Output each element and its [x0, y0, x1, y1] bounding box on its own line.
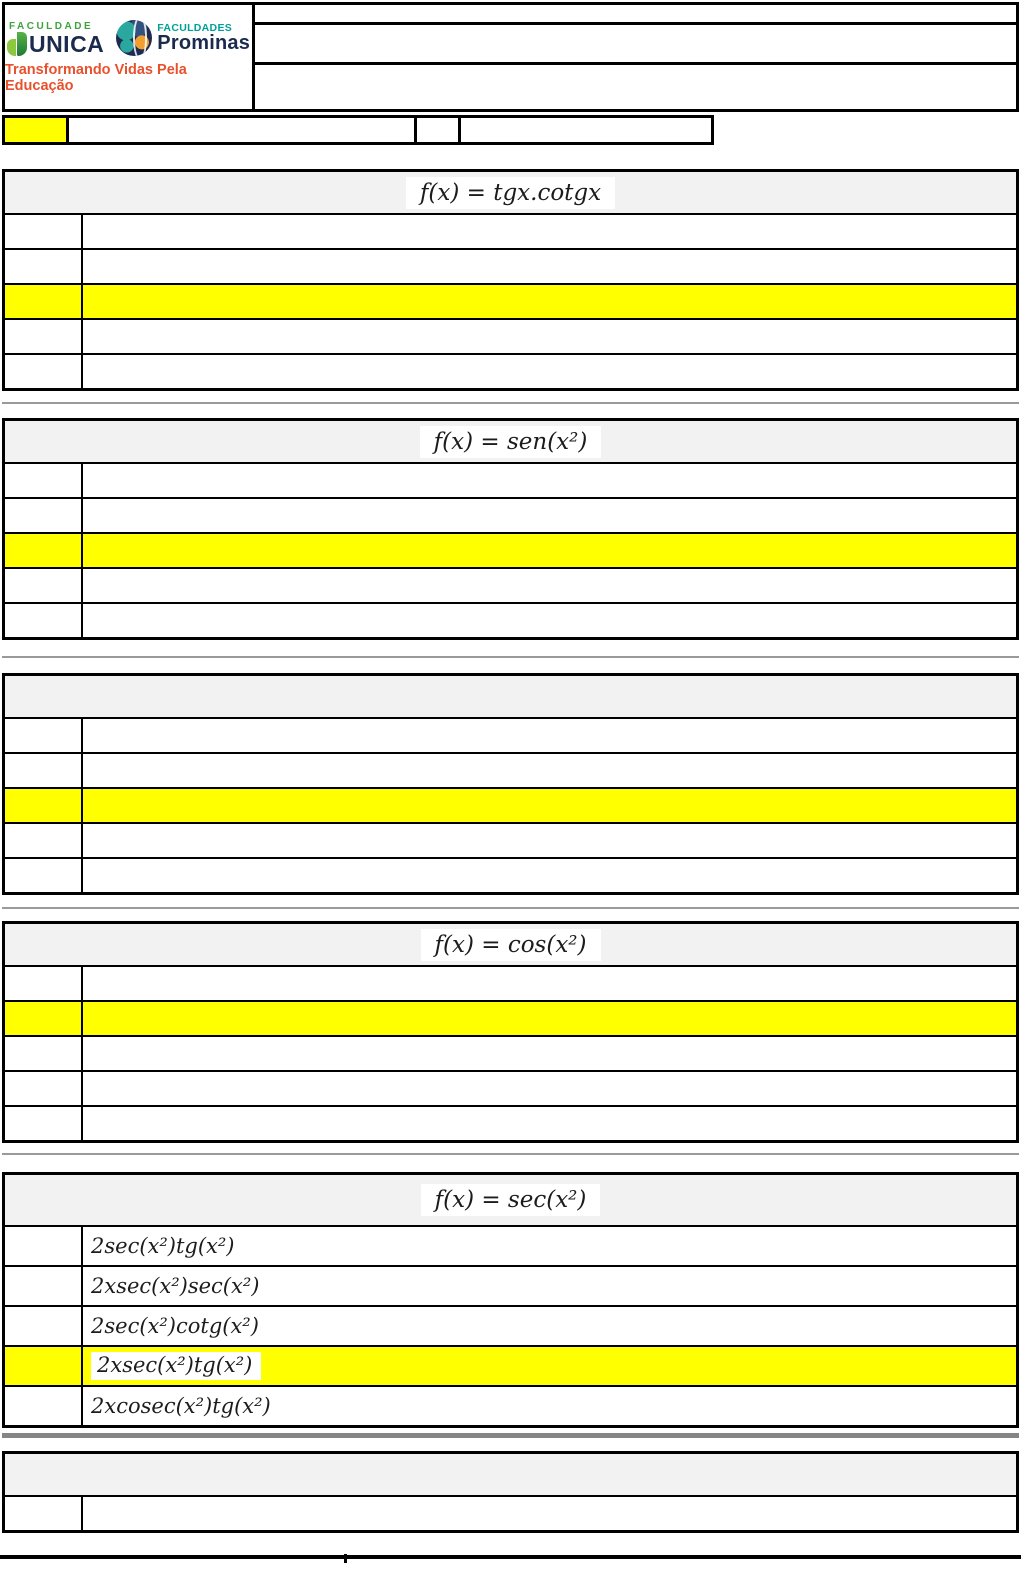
question-formula-header	[5, 1454, 1016, 1497]
question-table-4	[2, 921, 1019, 1143]
option-letter-cell	[5, 464, 83, 497]
option-letter-cell	[5, 604, 83, 637]
question-table-1	[2, 169, 1019, 391]
answer-option-row	[5, 789, 1016, 824]
answer-option-row	[5, 534, 1016, 569]
formula-image: f(x) = sen(x²)	[420, 426, 602, 458]
option-answer-cell	[83, 967, 1016, 1000]
option-answer-cell	[83, 285, 1016, 318]
option-letter-cell	[5, 1267, 83, 1305]
answer-option-row	[5, 1227, 1016, 1267]
answer-option-row	[5, 719, 1016, 754]
prominas-label: Prominas	[157, 32, 251, 55]
subheader-cell	[461, 118, 711, 142]
answer-option-row	[5, 1267, 1016, 1307]
answer-option-row	[5, 1072, 1016, 1107]
faculdades-label: FACULDADES	[157, 21, 233, 34]
question-formula-header	[5, 421, 1016, 464]
option-answer-cell	[83, 320, 1016, 353]
answer-option-row	[5, 1037, 1016, 1072]
option-answer-cell	[83, 215, 1016, 248]
answer-option-row	[5, 215, 1016, 250]
answer-option-row	[5, 859, 1016, 892]
formula-image: f(x) = cos(x²)	[421, 929, 601, 961]
logo-tagline: Transformando Vidas Pela Educação	[5, 62, 187, 94]
option-letter-cell	[5, 789, 83, 822]
header-info-row	[255, 65, 1016, 109]
section-divider	[2, 907, 1019, 909]
option-answer-cell	[83, 1107, 1016, 1140]
question-formula-header	[5, 1175, 1016, 1227]
answer-option-row	[5, 1307, 1016, 1347]
logo-brands	[7, 20, 250, 56]
answer-option-row	[5, 604, 1016, 637]
answer-option-row	[5, 1347, 1016, 1387]
leaf-icon	[7, 32, 27, 56]
option-answer-cell	[83, 569, 1016, 602]
option-letter-cell	[5, 1037, 83, 1070]
header-info-row	[255, 5, 1016, 25]
option-formula: 2sec(x²)tg(x²)	[91, 1234, 235, 1258]
option-letter-cell	[5, 355, 83, 388]
question-formula-header	[5, 172, 1016, 215]
header-info-row	[255, 25, 1016, 65]
subheader-strip	[2, 115, 714, 145]
brand-faculdade-unica	[7, 21, 104, 56]
option-answer-cell	[83, 824, 1016, 857]
option-letter-cell	[5, 1227, 83, 1265]
header-info-table	[255, 2, 1019, 112]
option-answer-cell	[83, 719, 1016, 752]
option-letter-cell	[5, 719, 83, 752]
option-answer-cell	[83, 604, 1016, 637]
option-letter-cell	[5, 1497, 83, 1530]
option-letter-cell	[5, 1002, 83, 1035]
formula-image: f(x) = sec(x²)	[421, 1184, 601, 1216]
option-letter-cell	[5, 967, 83, 1000]
subheader-cell	[69, 118, 417, 142]
option-formula: 2xsec(x²)tg(x²)	[91, 1352, 261, 1380]
option-letter-cell	[5, 215, 83, 248]
option-answer-cell	[83, 1307, 1016, 1345]
option-answer-cell	[83, 1347, 1016, 1385]
option-formula: 2xsec(x²)sec(x²)	[91, 1274, 260, 1298]
option-letter-cell	[5, 1107, 83, 1140]
question-formula-header	[5, 676, 1016, 719]
page-break-cell-divider	[344, 1554, 347, 1563]
option-letter-cell	[5, 824, 83, 857]
page-break-line	[0, 1555, 1021, 1559]
answer-option-row	[5, 499, 1016, 534]
option-answer-cell	[83, 789, 1016, 822]
option-letter-cell	[5, 250, 83, 283]
option-answer-cell	[83, 859, 1016, 892]
university-logo	[2, 2, 255, 112]
option-letter-cell	[5, 1072, 83, 1105]
option-answer-cell	[83, 250, 1016, 283]
answer-option-row	[5, 285, 1016, 320]
option-letter-cell	[5, 534, 83, 567]
option-letter-cell	[5, 285, 83, 318]
option-letter-cell	[5, 499, 83, 532]
question-formula-header	[5, 924, 1016, 967]
answer-option-row	[5, 355, 1016, 388]
option-answer-cell	[83, 1497, 1016, 1530]
document-header	[2, 2, 1019, 112]
option-letter-cell	[5, 1307, 83, 1345]
option-letter-cell	[5, 754, 83, 787]
answer-option-row	[5, 464, 1016, 499]
unica-label: UNICA	[28, 31, 105, 57]
section-divider	[2, 1153, 1019, 1155]
option-answer-cell	[83, 1387, 1016, 1425]
option-letter-cell	[5, 569, 83, 602]
answer-option-row	[5, 1387, 1016, 1425]
option-answer-cell	[83, 1072, 1016, 1105]
question-table-6	[2, 1451, 1019, 1533]
faculdade-label: FACULDADE	[8, 21, 94, 32]
answer-option-row	[5, 569, 1016, 604]
option-letter-cell	[5, 1387, 83, 1425]
option-answer-cell	[83, 499, 1016, 532]
question-table-2	[2, 418, 1019, 640]
answer-option-row	[5, 824, 1016, 859]
option-letter-cell	[5, 1347, 83, 1385]
option-answer-cell	[83, 1267, 1016, 1305]
globe-icon	[116, 20, 152, 56]
formula-image: f(x) = tgx.cotgx	[406, 177, 615, 209]
option-letter-cell	[5, 859, 83, 892]
option-answer-cell	[83, 534, 1016, 567]
answer-option-row	[5, 320, 1016, 355]
section-divider	[2, 656, 1019, 658]
subheader-highlight-cell	[5, 118, 69, 142]
brand-faculdades-prominas	[116, 20, 250, 56]
answer-option-row	[5, 250, 1016, 285]
option-formula: 2sec(x²)cotg(x²)	[91, 1314, 259, 1338]
option-answer-cell	[83, 464, 1016, 497]
option-answer-cell	[83, 1002, 1016, 1035]
option-formula: 2xcosec(x²)tg(x²)	[91, 1394, 271, 1418]
section-divider	[2, 402, 1019, 404]
answer-option-row	[5, 967, 1016, 1002]
option-answer-cell	[83, 754, 1016, 787]
subheader-cell	[417, 118, 461, 142]
answer-option-row	[5, 1497, 1016, 1530]
question-table-3	[2, 673, 1019, 895]
answer-option-row	[5, 1107, 1016, 1140]
option-answer-cell	[83, 355, 1016, 388]
option-letter-cell	[5, 320, 83, 353]
option-answer-cell	[83, 1037, 1016, 1070]
option-answer-cell	[83, 1227, 1016, 1265]
answer-option-row	[5, 1002, 1016, 1037]
section-divider-thick	[2, 1433, 1019, 1438]
answer-option-row	[5, 754, 1016, 789]
question-table-5	[2, 1172, 1019, 1428]
